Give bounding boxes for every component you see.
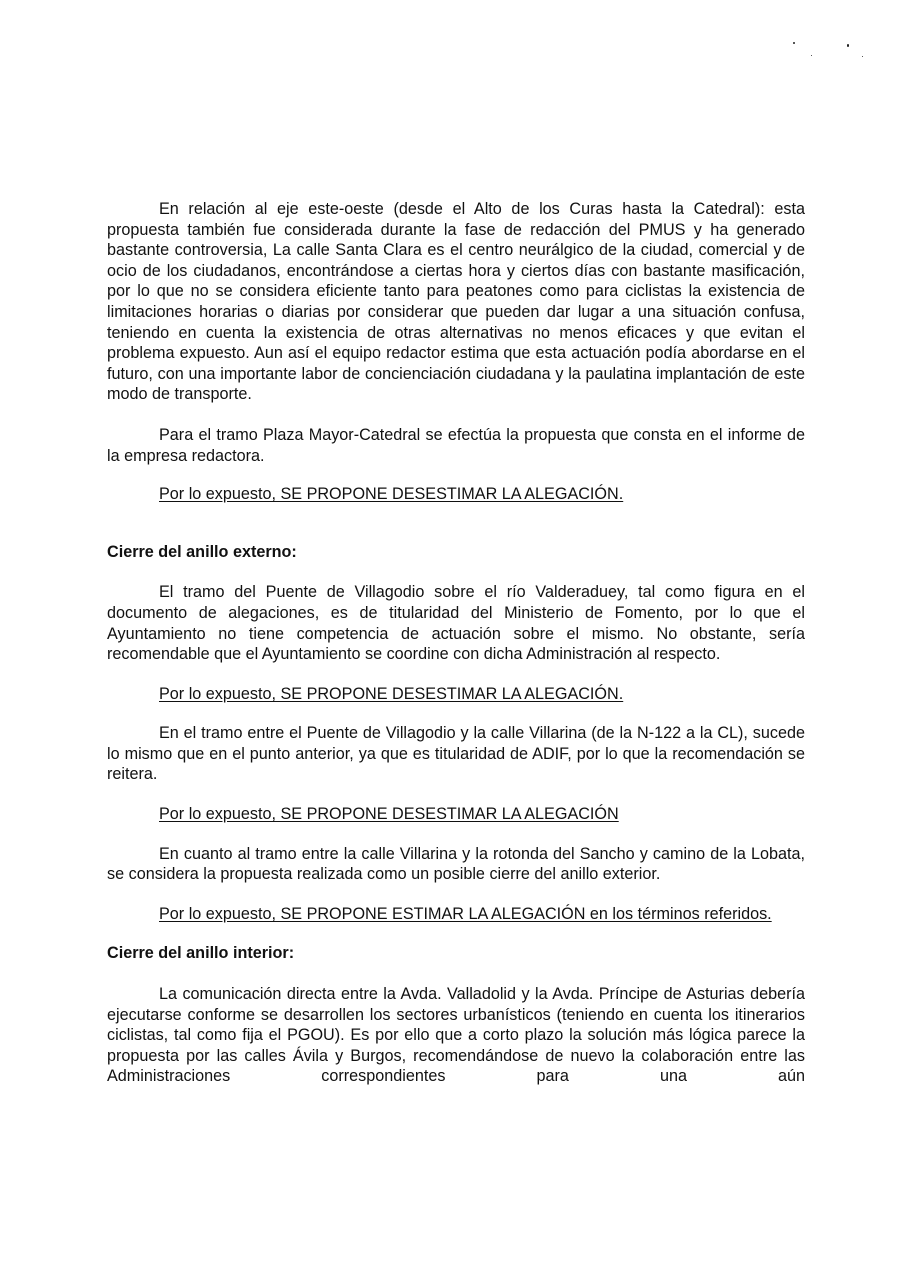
resolution-2-text: Por lo expuesto, SE PROPONE DESESTIMAR LA ALEGACIÓN.	[159, 684, 624, 703]
resolution-1-text: Por lo expuesto, SE PROPONE DESESTIMAR LA ALEGACIÓN.	[159, 485, 624, 504]
paragraph-villarina: En el tramo entre el Puente de Villagodio y la calle Villarina (de la N-122 a la CL), sucede lo mismo que en el punto anterior, ya que es titularidad de ADIF, por lo que la recomendación se reitera.	[107, 724, 805, 784]
speck	[793, 42, 795, 44]
document-page	[107, 199, 805, 1087]
speck	[847, 44, 849, 47]
paragraph-sancho-lobata: En cuanto al tramo entre la calle Villarina y la rotonda del Sancho y camino de la Lobata, se considera la propuesta realizada como un posible cierre del anillo exterior.	[107, 844, 805, 884]
resolution-4-text: Por lo expuesto, SE PROPONE ESTIMAR LA ALEGACIÓN en los términos referidos.	[159, 904, 772, 923]
speck	[862, 56, 863, 57]
resolution-1	[107, 484, 805, 505]
paragraph-avda-valladolid: La comunicación directa entre la Avda. Valladolid y la Avda. Príncipe de Asturias debería ejecutarse conforme se desarrollen los sectores urbanísticos (teniendo en cuenta los itinerarios ciclistas, tal como fija el PGOU). Es por ello que a corto plazo la solución más lógica parece la propuesta por las calles Ávila y Burgos, recomendándose de nuevo la colaboración entre las Administraciones correspondientes para una aún	[107, 985, 805, 1086]
resolution-3	[107, 804, 805, 825]
resolution-2	[107, 684, 805, 705]
heading-anillo-externo: Cierre del anillo externo:	[107, 542, 297, 561]
scan-specks	[785, 38, 865, 64]
paragraph-este-oeste: En relación al eje este-oeste (desde el Alto de los Curas hasta la Catedral): esta propuesta también fue considerada durante la fase de redacción del PMUS y ha generado bastante controversia, La calle Santa Clara es el centro neurálgico de la ciudad, comercial y de ocio de los ciudadanos, encontrándose a ciertas hora y ciertos días con bastante masificación, por lo que no se considera eficiente tanto para peatones como para ciclistas la existencia de limitaciones horarias o diarias por considerar que pueden dar lugar a una situación confusa, teniendo en cuenta la existencia de otras alternativas no menos eficaces y que evitan el problema expuesto. Aun así el equipo redactor estima que esta actuación podía abordarse en el futuro, con una importante labor de concienciación ciudadana y la paulatina implantación de este modo de transporte.	[107, 200, 805, 404]
resolution-3-text: Por lo expuesto, SE PROPONE DESESTIMAR LA ALEGACIÓN	[159, 805, 619, 824]
paragraph-villagodio: El tramo del Puente de Villagodio sobre el río Valderaduey, tal como figura en el documento de alegaciones, es de titularidad del Ministerio de Fomento, por lo que el Ayuntamiento no tiene competencia de actuación sobre el mismo. No obstante, sería recomendable que el Ayuntamiento se coordine con dicha Administración al respecto.	[107, 583, 805, 664]
heading-anillo-interior: Cierre del anillo interior:	[107, 944, 295, 963]
speck	[811, 55, 812, 56]
paragraph-plaza-mayor: Para el tramo Plaza Mayor-Catedral se efectúa la propuesta que consta en el informe de la empresa redactora.	[107, 425, 805, 465]
resolution-4	[107, 904, 805, 925]
